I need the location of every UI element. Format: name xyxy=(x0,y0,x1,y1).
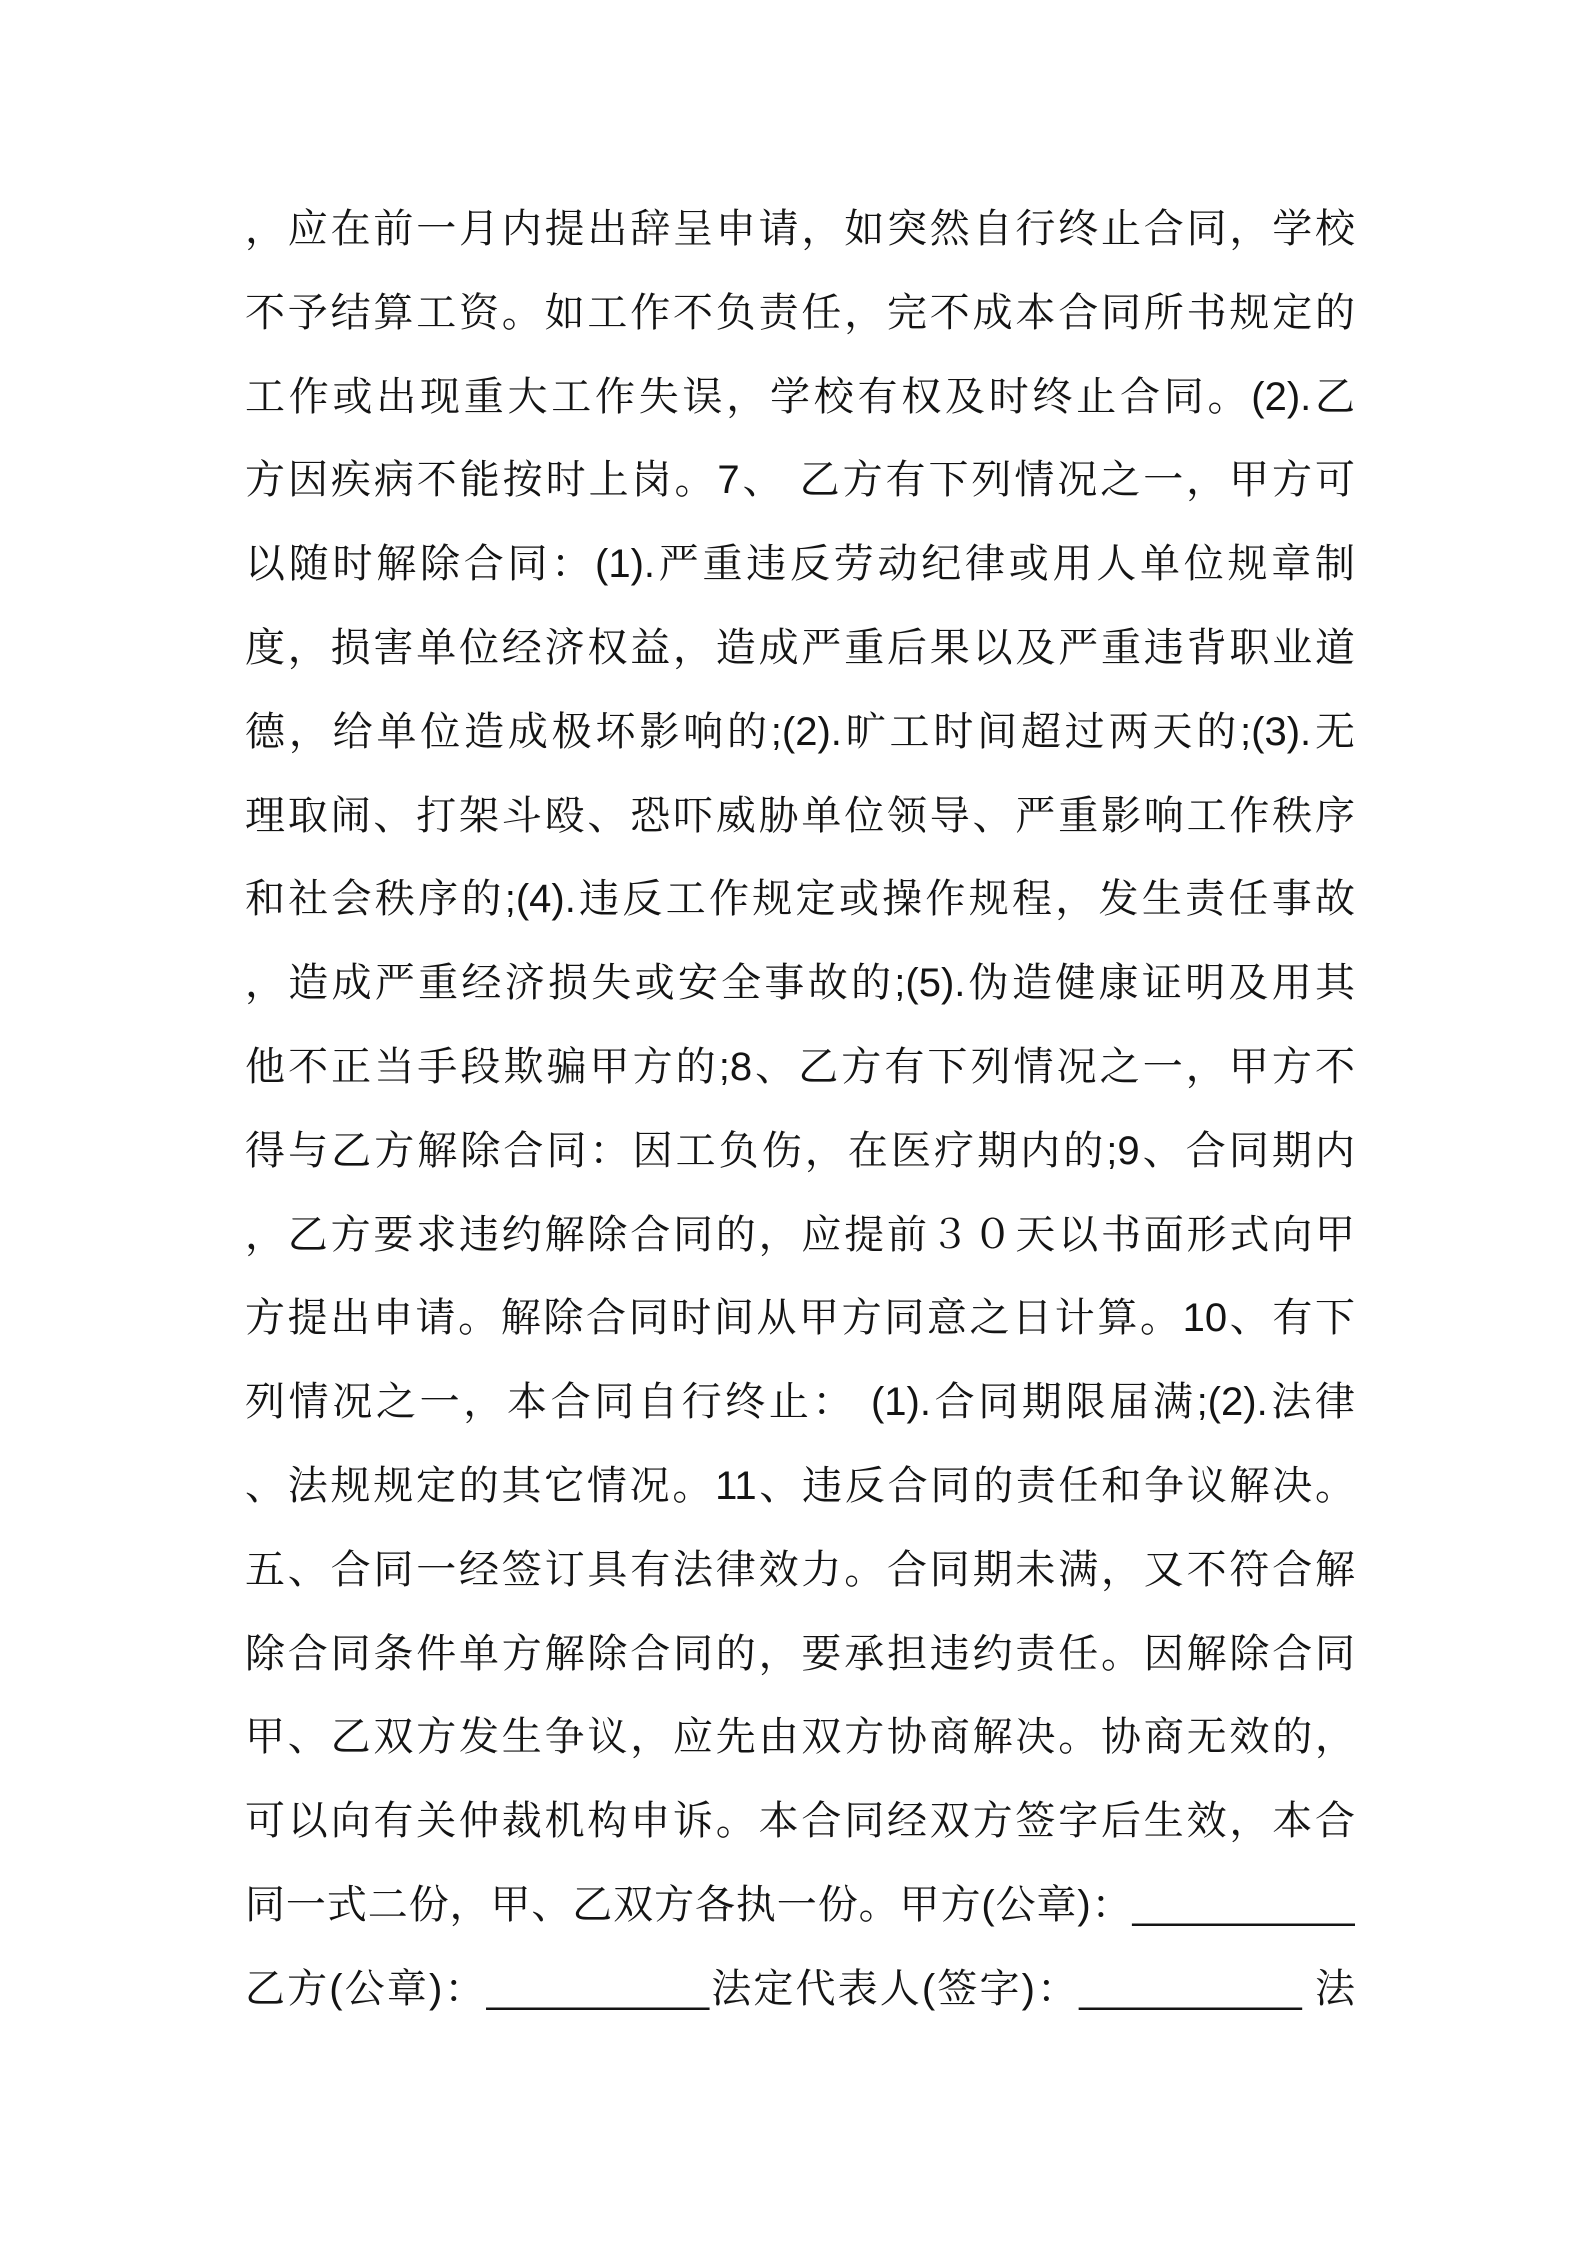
text-line: 德，给单位造成极坏影响的;(2).旷工时间超过两天的;(3).无 xyxy=(245,709,1355,754)
text-line: 列情况之一，本合同自行终止： (1).合同期限届满;(2).法律 xyxy=(245,1380,1355,1425)
text-line: 得与乙方解除合同：因工负伤，在医疗期内的;9、合同期内 xyxy=(245,1128,1355,1173)
text-line: 五、合同一经签订具有法律效力。合同期未满，又不符合解 xyxy=(245,1547,1355,1592)
text-line: 不予结算工资。如工作不负责任，完不成本合同所书规定的 xyxy=(245,290,1355,335)
text-line: 除合同条件单方解除合同的，要承担违约责任。因解除合同 xyxy=(245,1631,1355,1676)
text-line: 工作或出现重大工作失误，学校有权及时终止合同。(2).乙 xyxy=(245,374,1355,419)
signature-line-party-b: 乙方(公章)：__________法定代表人(签字)：__________ 法 xyxy=(245,1966,1355,2011)
text-line: 理取闹、打架斗殴、恐吓威胁单位领导、严重影响工作秩序 xyxy=(245,793,1355,838)
text-line: 和社会秩序的;(4).违反工作规定或操作规程，发生责任事故 xyxy=(245,877,1355,922)
text-line: ，应在前一月内提出辞呈申请，如突然自行终止合同，学校 xyxy=(245,207,1355,251)
contract-text-body xyxy=(245,188,1355,2032)
signature-line-party-a: 同一式二份，甲、乙双方各执一份。甲方(公章)：__________ xyxy=(245,1882,1355,1927)
text-line: 可以向有关仲裁机构申诉。本合同经双方签字后生效，本合 xyxy=(245,1799,1355,1844)
text-line: 、法规规定的其它情况。11、违反合同的责任和争议解决。 xyxy=(245,1463,1355,1508)
text-line: 以随时解除合同：(1).严重违反劳动纪律或用人单位规章制 xyxy=(245,542,1355,587)
text-line: 甲、乙双方发生争议，应先由双方协商解决。协商无效的， xyxy=(245,1715,1355,1760)
text-line: 他不正当手段欺骗甲方的;8、乙方有下列情况之一，甲方不 xyxy=(245,1044,1355,1089)
text-line: 方提出申请。解除合同时间从甲方同意之日计算。10、有下 xyxy=(245,1296,1355,1341)
text-line: 度，损害单位经济权益，造成严重后果以及严重违背职业道 xyxy=(245,625,1355,670)
text-line: ，乙方要求违约解除合同的，应提前３０天以书面形式向甲 xyxy=(245,1212,1355,1257)
text-line: 方因疾病不能按时上岗。7、 乙方有下列情况之一，甲方可 xyxy=(245,458,1355,503)
text-line: ，造成严重经济损失或安全事故的;(5).伪造健康证明及用其 xyxy=(245,961,1355,1006)
